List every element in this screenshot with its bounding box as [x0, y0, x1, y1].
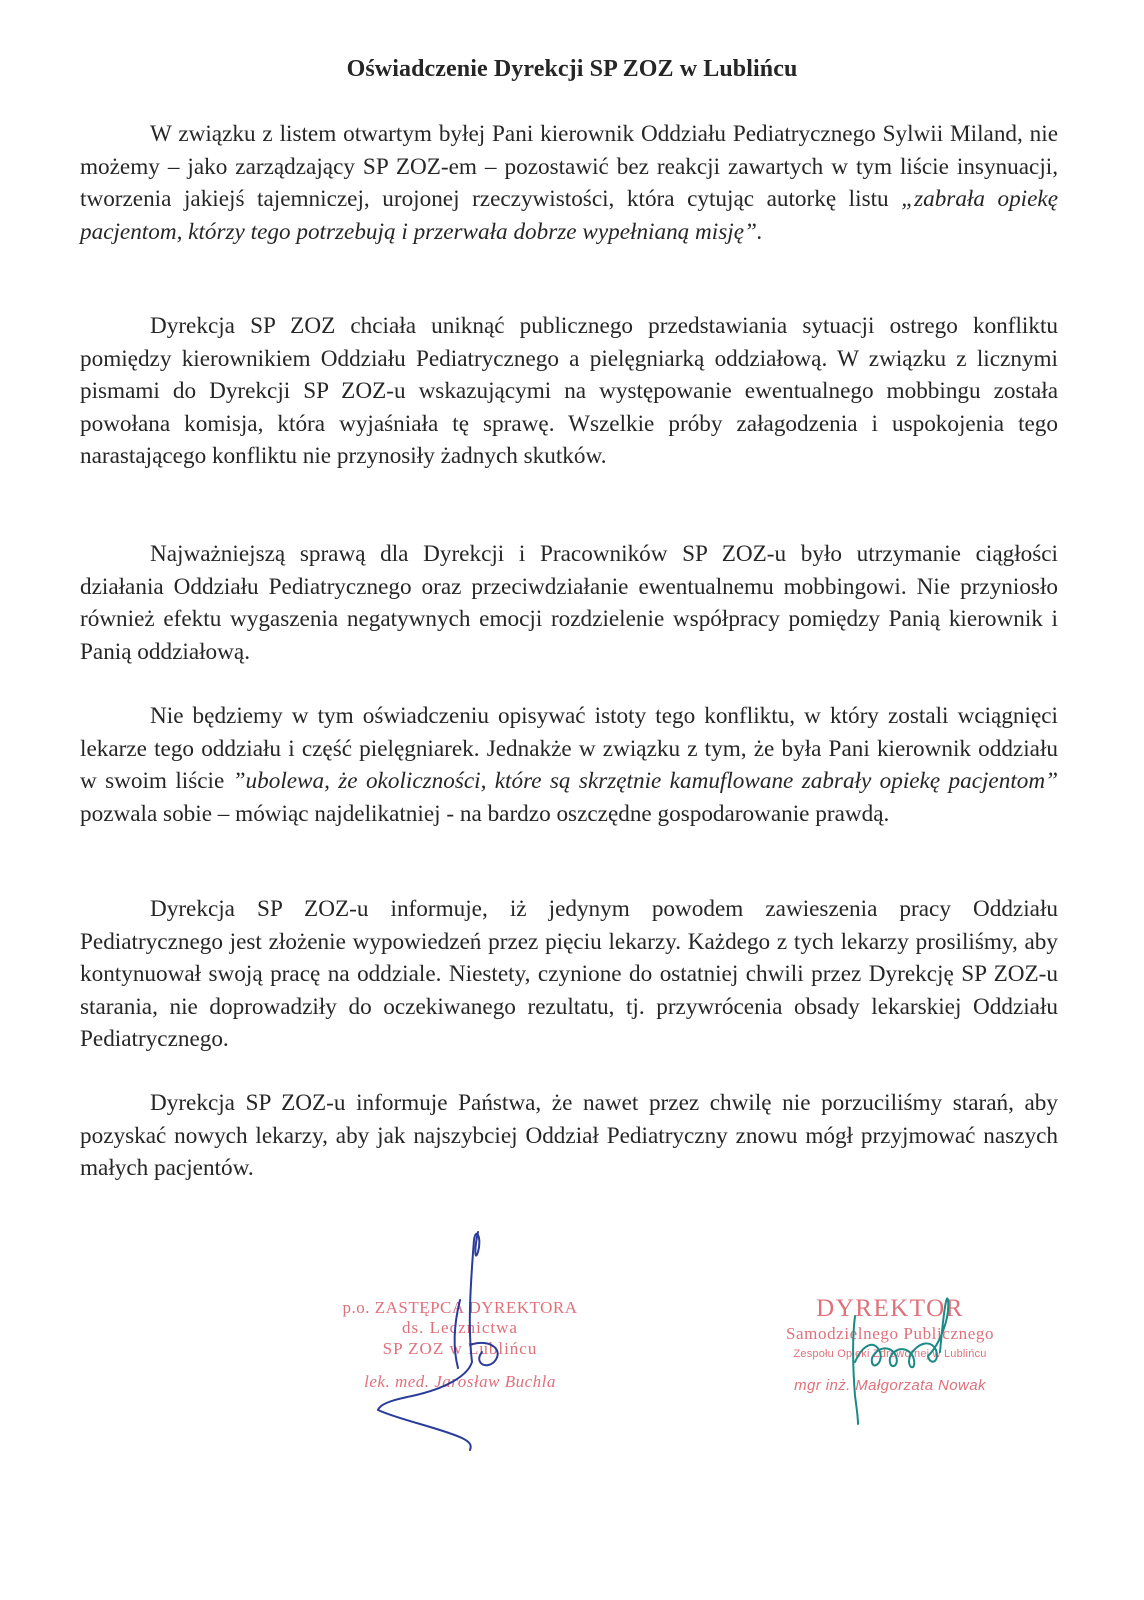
deputy-stamp-line-1: p.o. ZASTĘPCA DYREKTORA	[342, 1298, 578, 1317]
director-stamp-line-3: Zespołu Opieki Zdrowotnej w Lublińcu	[793, 1348, 987, 1360]
paragraph-1-quote: „zabrała opiekę pacjentom, którzy tego potrzebują i przerwała dobrze wypełnianą misję”.	[80, 186, 1059, 245]
deputy-stamp-line-3: SP ZOZ w Lublińcu	[382, 1339, 538, 1358]
paragraph-4-text-start: Nie będziemy w tym oświadczeniu opisywać istoty tego konfliktu, w który zostali wciągnięci lekarze tego oddziału i część pielęgniarek. Jednakże w związku z tym, że była Pani kierownik oddziału w swoim liście	[80, 703, 1058, 795]
paragraph-4-text-end: pozwala sobie – mówiąc najdelikatniej - na bardzo oszczędne gospodarowanie prawdą.	[80, 800, 890, 827]
deputy-stamp-line-2: ds. Lecznictwa	[402, 1318, 518, 1337]
paragraph-6: Dyrekcja SP ZOZ-u informuje Państwa, że nawet przez chwilę nie porzuciliśmy starań, aby pozyskać nowych lekarzy, aby jak najszybciej Oddział Pediatryczny znowu mógł przyjmować naszych małych pacjentów.	[80, 1090, 1058, 1182]
deputy-director-stamp	[300, 1298, 620, 1392]
deputy-stamp-name: lek. med. Jarosław Buchla	[364, 1372, 556, 1391]
director-stamp-name: mgr inż. Małgorzata Nowak	[794, 1377, 986, 1394]
paragraph-1-text: W związku z listem otwartym byłej Pani kierownik Oddziału Pediatrycznego Sylwii Miland, nie możemy – jako zarządzający SP ZOZ-em – pozostawić bez reakcji zawartych w tym liście insynuacji, tworzenia jakiejś tajemniczej, urojonej rzeczywistości, która cytując autorkę listu	[80, 121, 1058, 213]
paragraph-2: Dyrekcja SP ZOZ chciała uniknąć publicznego przedstawiania sytuacji ostrego konfliktu pomiędzy kierownikiem Oddziału Pediatrycznego a pielęgniarką oddziałową. W związku z licznymi pismami do Dyrekcji SP ZOZ-u wskazującymi na występowanie ewentualnego mobbingu została powołana komisja, która wyjaśniała tę sprawę. Wszelkie próby załagodzenia i uspokojenia tego narastającego konfliktu nie przynosiły żadnych skutków.	[80, 313, 1058, 470]
paragraph-5: Dyrekcja SP ZOZ-u informuje, iż jedynym powodem zawieszenia pracy Oddziału Pediatrycznego jest złożenie wypowiedzeń przez pięciu lekarzy. Każdego z tych lekarzy prosiliśmy, aby kontynuował swoją pracę na oddziale. Niestety, czynione do ostatniej chwili przez Dyrekcję SP ZOZ-u starania, nie doprowadziły do oczekiwanego rezultatu, tj. przywrócenia obsady lekarskiej Oddziału Pediatrycznego.	[80, 896, 1058, 1053]
paragraph-4-quote: ”ubolewa, że okoliczności, które są skrzętnie kamuflowane zabrały opiekę pacjentom”	[232, 768, 1058, 795]
paragraph-4	[80, 700, 1058, 830]
paragraph-3: Najważniejszą sprawą dla Dyrekcji i Pracowników SP ZOZ-u było utrzymanie ciągłości działania Oddziału Pediatrycznego oraz przeciwdziałanie ewentualnemu mobbingowi. Nie przyniosło również efektu wygaszenia negatywnych emocji rozdzielenie współpracy pomiędzy Panią kierownik i Panią oddziałową.	[80, 541, 1058, 665]
director-stamp-line-1: DYREKTOR	[816, 1295, 964, 1322]
director-stamp	[740, 1295, 1040, 1394]
document-title: Oświadczenie Dyrekcji SP ZOZ w Lublińcu	[346, 56, 798, 82]
director-stamp-line-2: Samodzielnego Publicznego	[785, 1324, 995, 1343]
paragraph-1	[80, 118, 1058, 248]
